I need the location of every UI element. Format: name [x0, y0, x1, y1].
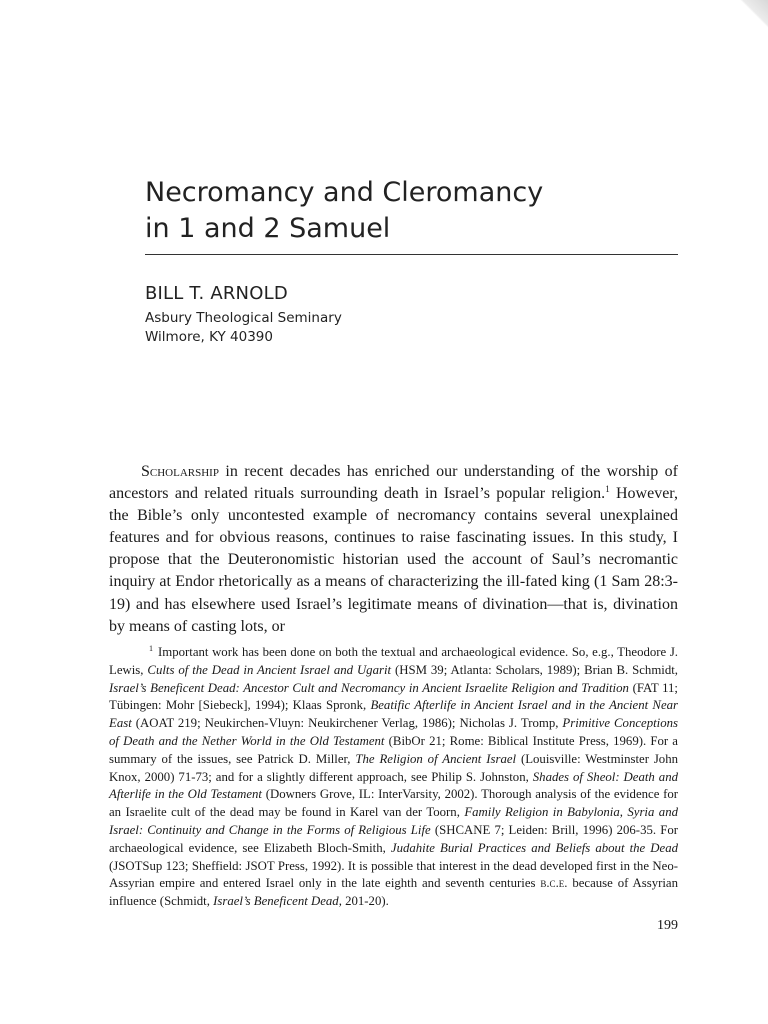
citation-title: Beatific Afterlife in Ancient Israel and in the Ancient Near East [109, 698, 678, 731]
footnote-text: (SHCANE 7; Leiden: Brill, 1996) 206-35. For archaeological evidence, see Elizabeth Bloch-Smith, [109, 822, 678, 855]
citation-title: Family Religion in Babylonia, Syria and Israel: Continuity and Change in the Forms of Religious Life [109, 805, 679, 837]
page-number: 199 [657, 918, 678, 933]
citation-title: Shades of Sheol: Death and Afterlife in the Old Testament [109, 769, 678, 802]
page-corner-shadow [740, 0, 768, 28]
opening-paragraph [109, 461, 678, 638]
footnote-text: (AOAT 219; Neukirchen-Vluyn: Neukirchener Verlag, 1986); Nicholas J. Tromp, [131, 716, 563, 731]
footnote-text: because of Assyrian influence (Schmidt, [109, 876, 679, 909]
era-abbreviation: b.c.e. [540, 876, 568, 891]
footnote-text: (FAT 11; Tübingen: Mohr [Siebeck], 1994); Klaas Spronk, [109, 680, 678, 713]
citation-title: Cults of the Dead in Ancient Israel and Ugarit [147, 662, 392, 677]
citation-title: Primitive Conceptions of Death and the Nether World in the Old Testament [109, 716, 678, 748]
article-title [145, 175, 685, 247]
lead-word: Scholarship [141, 463, 219, 480]
footnote-text: (Louisville: Westminster John Knox, 2000) 71-73; and for a slightly different approach, see Philip S. Johnston, [109, 751, 678, 784]
citation-title: Israel’s Beneficent Dead: Ancestor Cult and Necromancy in Ancient Israelite Religion and Tradition [109, 680, 629, 695]
article-title-line-1: Necromancy and Cleromancy [145, 177, 544, 208]
citation-title: The Religion of Ancient Israel [355, 751, 517, 766]
footnote-text: (JSOTSup 123; Sheffield: JSOT Press, 1992). It is possible that interest in the dead developed first in the Neo-Assyrian empire and entered Israel only in the late eighth and seventh centuries [109, 858, 678, 891]
author-name: BILL T. ARNOLD [145, 283, 288, 304]
citation-title: Israel’s Beneficent Dead, [213, 894, 342, 909]
footnote-text: Important work has been done on both the textual and archaeological evidence. So, e.g., Theodore J. Lewis, [109, 645, 678, 677]
footnote-text: (BibOr 21; Rome: Biblical Institute Press, 1969). For a summary of the issues, see Patrick D. Miller, [109, 733, 678, 766]
footnote-1 [109, 644, 678, 911]
affiliation-institution: Asbury Theological Seminary [145, 310, 342, 326]
article-title-line-2: in 1 and 2 Samuel [145, 213, 391, 244]
paragraph-text-part-2: However, the Bible’s only uncontested example of necromancy contains several unexplained features and for obvious reasons, continues to raise fascinating issues. In this study, I propose that the Deuteronomistic historian used the account of Saul’s necromantic inquiry at Endor rhetorically as a means of characterizing the ill-fated king (1 Sam 28:3-19) and has elsewhere used Israel’s legitimate means of divination—that is, divination by means of casting lots, or [109, 485, 678, 635]
footnote-text: (HSM 39; Atlanta: Scholars, 1989); Brian B. Schmidt, [391, 662, 678, 677]
footnote-number: 1 [149, 644, 153, 653]
footnote-reference: 1 [605, 484, 610, 495]
title-divider [145, 254, 678, 255]
citation-title: Judahite Burial Practices and Beliefs about the Dead [390, 840, 678, 855]
footnote-text: 201-20). [341, 894, 389, 909]
footnote-text: (Downers Grove, IL: InterVarsity, 2002). Thorough analysis of the evidence for an Israelite cult of the dead may be found in Karel van der Toorn, [109, 787, 679, 820]
author-affiliation [145, 309, 342, 347]
paragraph-text-part-1: in recent decades has enriched our understanding of the worship of ancestors and related rituals surrounding death in Israel’s popular religion. [109, 463, 678, 503]
affiliation-address: Wilmore, KY 40390 [145, 329, 273, 345]
